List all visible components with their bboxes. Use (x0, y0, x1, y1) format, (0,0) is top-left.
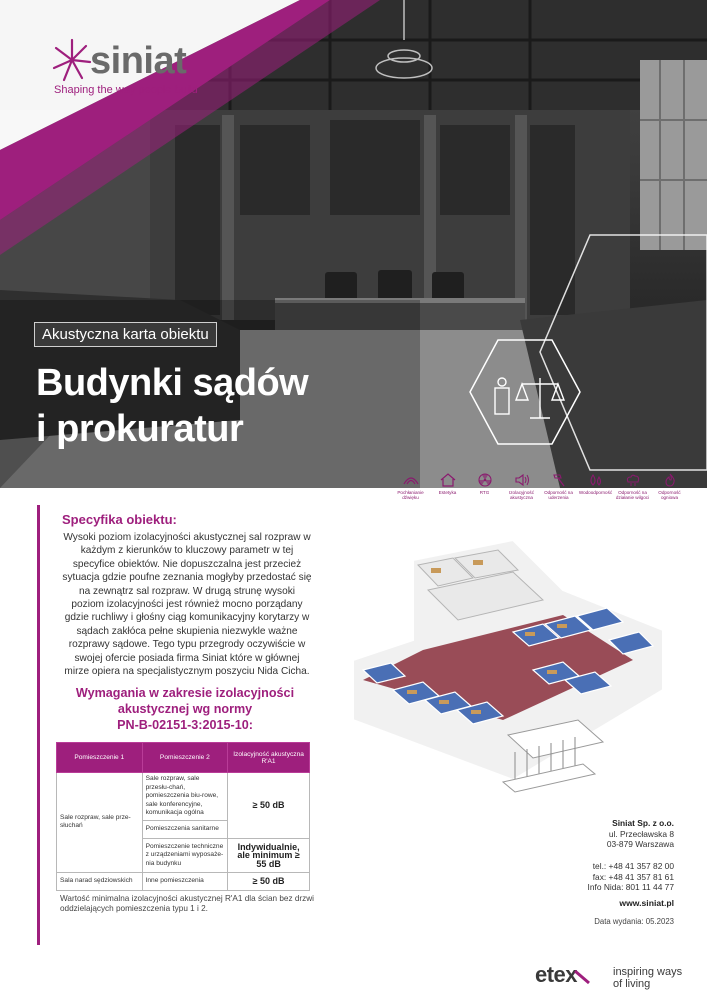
col-room-2: Pomieszczenie 2 (142, 743, 228, 773)
table-row: Pomieszczenia sanitarne (57, 820, 310, 838)
siniat-star-icon (52, 38, 92, 82)
title-line-2: i prokuratur (36, 408, 244, 450)
website-link[interactable]: www.siniat.pl (619, 898, 674, 908)
requirements-heading: Wymagania w zakresie izolacyjności akustycznej wg normy PN-B-02151-3:2015-10: (75, 686, 295, 732)
phone-number[interactable]: tel.: +48 41 357 82 00 (592, 861, 674, 871)
siniat-logo[interactable] (46, 38, 246, 98)
room-group-2: Sala narad sędziowskich (57, 872, 143, 890)
etex-logo[interactable]: etex (535, 962, 578, 987)
company-address: Siniat Sp. z o.o. ul. Przecławska 8 03-879 Warszawa (606, 818, 674, 850)
info-line[interactable]: Info Nida: 801 11 44 77 (587, 882, 674, 893)
etex-x-mark-icon (573, 968, 591, 986)
building-floor-plan (333, 520, 683, 820)
table-footnote: Wartość minimalna izolacyjności akustycznej R'A1 dla ścian bez drzwi oddzielających pomieszczenia typu 1 i 2. (60, 894, 314, 914)
page-title (36, 360, 308, 452)
feature-waterproof: Wodoodporność (577, 472, 614, 512)
radiation-icon (476, 472, 494, 488)
table-row: Pomieszczenie techniczne z urządzeniami wyposaże-nia budynku Indywidualnie, ale minimum ≥ 55 dB (57, 838, 310, 872)
table-row: Sala narad sędziowskich Inne pomieszczenia ≥ 50 dB (57, 872, 310, 890)
col-insulation: Izolacyjność akustyczna R'A1 (228, 743, 310, 773)
room-group-1: Sale rozpraw, sale prze-słuchań (57, 773, 143, 873)
water-drops-icon (587, 472, 605, 488)
table-row: Sale rozpraw, sale prze-słuchań Sale rozpraw, sale przesłu-chań, pomieszczenia biu-rowe, sale konferencyjne, komunikacja ogólna ≥ 50 dB (57, 773, 310, 821)
col-room-1: Pomieszczenie 1 (57, 743, 143, 773)
siniat-wordmark: siniat (90, 40, 187, 82)
speaker-icon (513, 472, 531, 488)
requirements-table (56, 742, 310, 891)
feature-xray: RTG (466, 472, 503, 512)
etex-tagline: inspiring ways of living (613, 966, 683, 990)
feature-aesthetics: Estetyka (429, 472, 466, 512)
siniat-tagline: Shaping the way people build (54, 84, 198, 96)
feature-icons (392, 472, 692, 512)
company-contacts (540, 861, 674, 893)
fax-number: fax: +48 41 357 81 61 (592, 871, 674, 882)
fire-icon (661, 472, 679, 488)
title-line-1: Budynki sądów (36, 362, 309, 404)
spec-body: Wysoki poziom izolacyjności akustycznej sal rozpraw w każdym z kierunków to kluczowy parametr w tej specyfice obiektów. Nie dopuszczalna jest przecież sytuacja gdzie poufne zeznania mogłyby przedostać się na zewnątrz sal rozpraw. W drugą strunę wysoki poziom izolacyjności jest również mocno porządany gdzie ruchliwy i głośny ciąg komunikacyjny korytarzy w sądach zakłóca pełne skupienia niezwykle ważne rozprawy sądowe. Tego typu przegrody oczywiście w swojej ofercie posiada firma Siniat które w głównej mirze opiera na specjalistycznym poszyciu Nida Cicha. (62, 532, 312, 678)
card-type-label: Akustyczna karta obiektu (34, 322, 217, 347)
house-icon (439, 472, 457, 488)
table-header-row (57, 743, 310, 773)
sound-wave-icon (402, 472, 420, 488)
feature-sound-absorption: Pochłanianie dźwięku (392, 472, 429, 512)
issue-date: Data wydania: 05.2023 (594, 917, 674, 926)
hero-banner (0, 0, 707, 488)
feature-fire-resistance: Odporność ogniowa (651, 472, 688, 512)
spec-heading: Specyfika obiektu: (62, 512, 177, 527)
feature-acoustic-insulation: Izolacyjność akustyczna (503, 472, 540, 512)
hammer-icon (550, 472, 568, 488)
mold-icon (624, 472, 642, 488)
accent-bar (37, 505, 40, 945)
feature-impact-resistance: Odporność na uderzenia (540, 472, 577, 512)
feature-moisture-resistance: Odporność na działanie wilgoci (614, 472, 651, 512)
